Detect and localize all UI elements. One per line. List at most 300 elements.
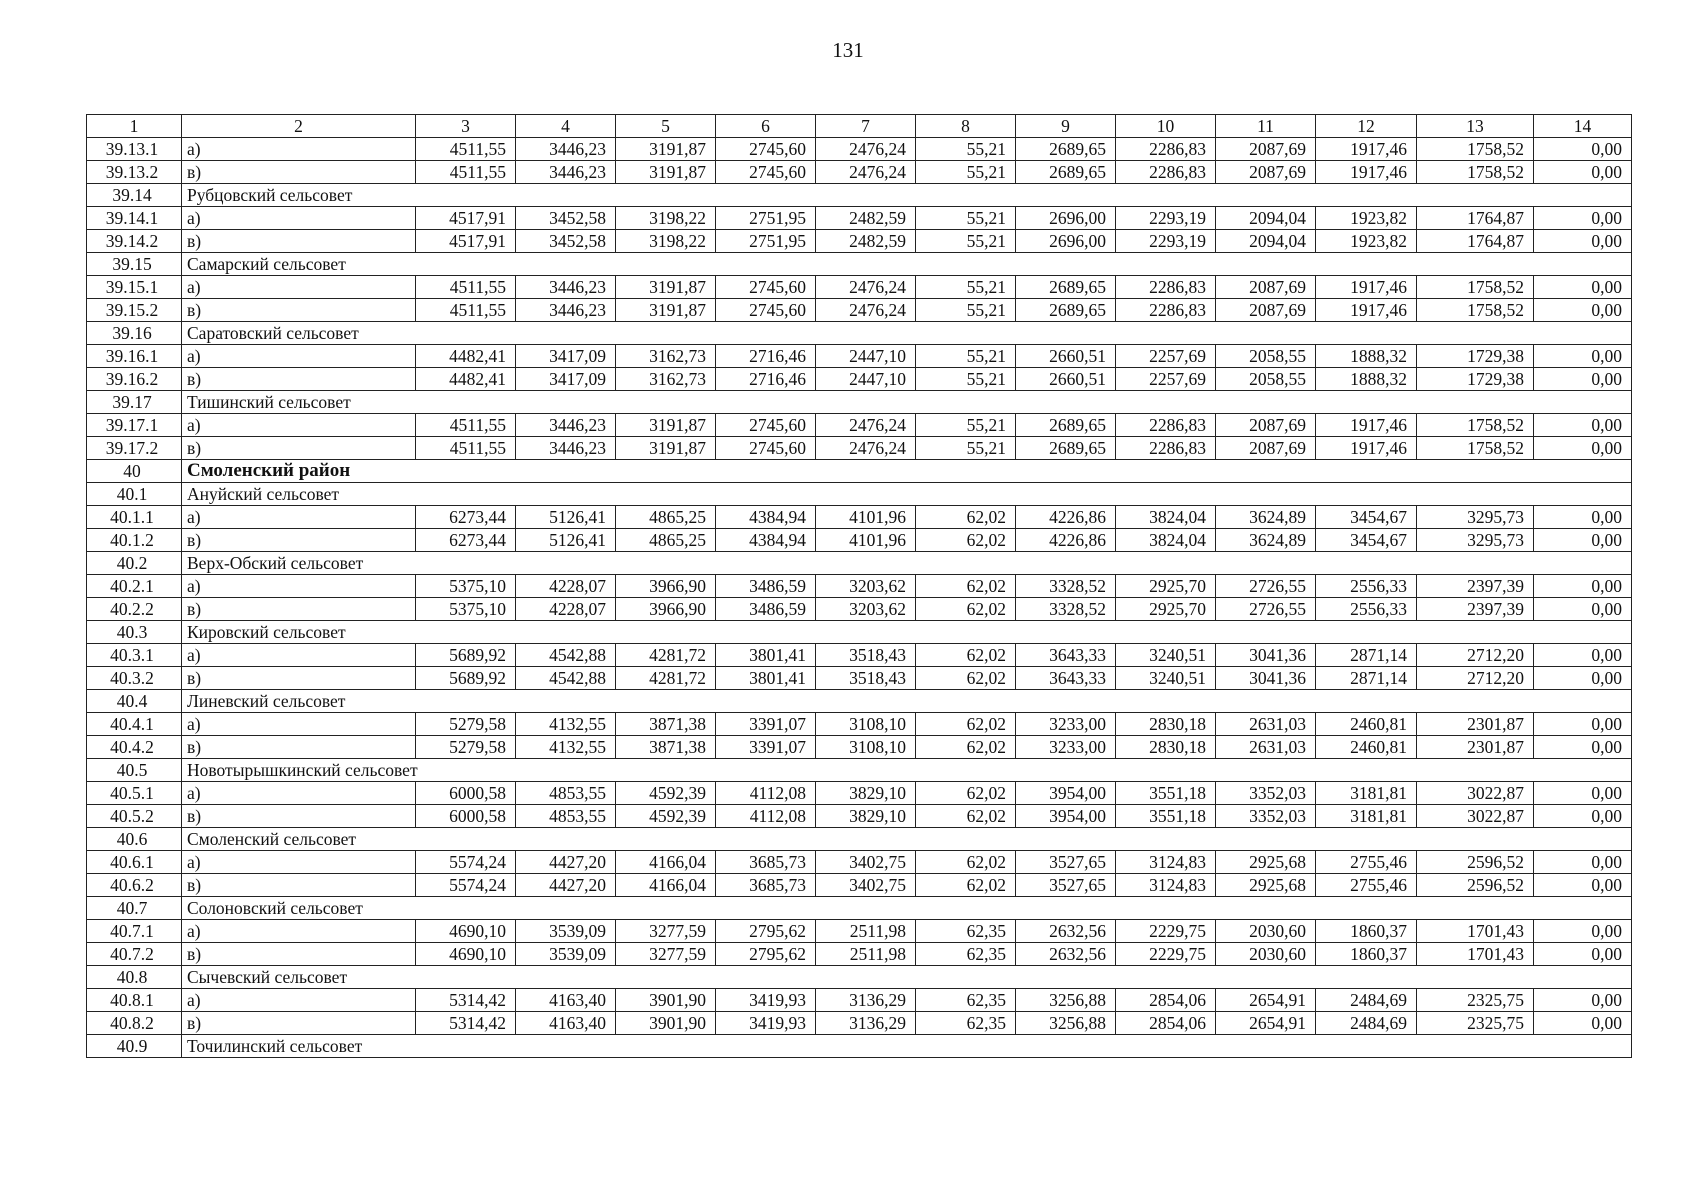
- table-row: [87, 207, 1632, 230]
- value-cell: 4517,91: [416, 230, 516, 253]
- value-cell: 1923,82: [1316, 230, 1417, 253]
- value-cell: 4226,86: [1016, 529, 1116, 552]
- value-cell: 5314,42: [416, 1012, 516, 1035]
- column-header: 2: [182, 115, 416, 138]
- value-cell: 5126,41: [516, 506, 616, 529]
- value-cell: 2087,69: [1216, 437, 1316, 460]
- value-cell: 3801,41: [716, 644, 816, 667]
- value-cell: 3124,83: [1116, 851, 1216, 874]
- value-cell: 62,35: [916, 989, 1016, 1012]
- value-cell: 1917,46: [1316, 414, 1417, 437]
- value-cell: 2696,00: [1016, 207, 1116, 230]
- value-cell: 2293,19: [1116, 230, 1216, 253]
- value-cell: 4592,39: [616, 782, 716, 805]
- section-row: [87, 552, 1632, 575]
- row-subitem-label: а): [182, 644, 416, 667]
- value-cell: 3191,87: [616, 414, 716, 437]
- row-code: 40.8.2: [87, 1012, 182, 1035]
- value-cell: 3446,23: [516, 299, 616, 322]
- value-cell: 2058,55: [1216, 345, 1316, 368]
- column-header: 5: [616, 115, 716, 138]
- row-code: 39.15.1: [87, 276, 182, 299]
- section-row: [87, 322, 1632, 345]
- row-code: 40.6: [87, 828, 182, 851]
- value-cell: 3108,10: [816, 713, 916, 736]
- row-code: 40.8: [87, 966, 182, 989]
- value-cell: 5375,10: [416, 575, 516, 598]
- value-cell: 0,00: [1534, 230, 1632, 253]
- value-cell: 2696,00: [1016, 230, 1116, 253]
- value-cell: 62,02: [916, 736, 1016, 759]
- section-row: [87, 1035, 1632, 1058]
- value-cell: 2631,03: [1216, 713, 1316, 736]
- value-cell: 2854,06: [1116, 989, 1216, 1012]
- section-row: [87, 897, 1632, 920]
- value-cell: 2286,83: [1116, 276, 1216, 299]
- value-cell: 3136,29: [816, 1012, 916, 1035]
- value-cell: 2087,69: [1216, 414, 1316, 437]
- table-row: [87, 667, 1632, 690]
- value-cell: 2751,95: [716, 230, 816, 253]
- value-cell: 3871,38: [616, 736, 716, 759]
- value-cell: 0,00: [1534, 805, 1632, 828]
- value-cell: 5689,92: [416, 644, 516, 667]
- value-cell: 4112,08: [716, 805, 816, 828]
- value-cell: 4228,07: [516, 598, 616, 621]
- value-cell: 0,00: [1534, 874, 1632, 897]
- value-cell: 3402,75: [816, 851, 916, 874]
- value-cell: 3452,58: [516, 207, 616, 230]
- column-header: 4: [516, 115, 616, 138]
- value-cell: 3191,87: [616, 276, 716, 299]
- page-number: 131: [832, 38, 864, 62]
- row-subitem-label: а): [182, 414, 416, 437]
- row-code: 40.7.1: [87, 920, 182, 943]
- value-cell: 2301,87: [1417, 736, 1534, 759]
- value-cell: 2476,24: [816, 276, 916, 299]
- value-cell: 5689,92: [416, 667, 516, 690]
- row-code: 39.14: [87, 184, 182, 207]
- value-cell: 2482,59: [816, 230, 916, 253]
- row-subitem-label: в): [182, 161, 416, 184]
- value-cell: 2030,60: [1216, 943, 1316, 966]
- value-cell: 1917,46: [1316, 299, 1417, 322]
- column-header: 14: [1534, 115, 1632, 138]
- value-cell: 2087,69: [1216, 276, 1316, 299]
- value-cell: 0,00: [1534, 989, 1632, 1012]
- value-cell: 0,00: [1534, 575, 1632, 598]
- value-cell: 1758,52: [1417, 437, 1534, 460]
- row-subitem-label: а): [182, 207, 416, 230]
- value-cell: 1917,46: [1316, 138, 1417, 161]
- value-cell: 62,02: [916, 713, 1016, 736]
- value-cell: 3829,10: [816, 782, 916, 805]
- value-cell: 3446,23: [516, 414, 616, 437]
- row-code: 39.13.2: [87, 161, 182, 184]
- value-cell: 2476,24: [816, 161, 916, 184]
- value-cell: 4166,04: [616, 874, 716, 897]
- row-subitem-label: а): [182, 989, 416, 1012]
- value-cell: 2596,52: [1417, 874, 1534, 897]
- value-cell: 2712,20: [1417, 667, 1534, 690]
- value-cell: 3328,52: [1016, 575, 1116, 598]
- table-row: [87, 920, 1632, 943]
- value-cell: 3191,87: [616, 161, 716, 184]
- value-cell: 4281,72: [616, 644, 716, 667]
- table-row: [87, 989, 1632, 1012]
- row-code: 40.2.1: [87, 575, 182, 598]
- column-header: 9: [1016, 115, 1116, 138]
- row-code: 40.5.1: [87, 782, 182, 805]
- row-code: 39.15.2: [87, 299, 182, 322]
- value-cell: 3527,65: [1016, 851, 1116, 874]
- value-cell: 2654,91: [1216, 989, 1316, 1012]
- value-cell: 1764,87: [1417, 230, 1534, 253]
- row-code: 39.13.1: [87, 138, 182, 161]
- value-cell: 3022,87: [1417, 782, 1534, 805]
- value-cell: 2286,83: [1116, 299, 1216, 322]
- value-cell: 3162,73: [616, 368, 716, 391]
- value-cell: 2660,51: [1016, 368, 1116, 391]
- column-header: 3: [416, 115, 516, 138]
- value-cell: 4511,55: [416, 299, 516, 322]
- column-header: 7: [816, 115, 916, 138]
- district-name: Смоленский район: [182, 460, 1632, 483]
- section-name: Солоновский сельсовет: [182, 897, 1632, 920]
- value-cell: 2745,60: [716, 161, 816, 184]
- row-code: 39.16: [87, 322, 182, 345]
- table-row: [87, 575, 1632, 598]
- table-row: [87, 943, 1632, 966]
- value-cell: 3203,62: [816, 598, 916, 621]
- section-name: Саратовский сельсовет: [182, 322, 1632, 345]
- section-name: Новотырышкинский сельсовет: [182, 759, 1632, 782]
- value-cell: 4132,55: [516, 736, 616, 759]
- value-cell: 4163,40: [516, 989, 616, 1012]
- value-cell: 2925,70: [1116, 598, 1216, 621]
- section-row: [87, 966, 1632, 989]
- value-cell: 3901,90: [616, 1012, 716, 1035]
- table-row: [87, 414, 1632, 437]
- value-cell: 0,00: [1534, 736, 1632, 759]
- value-cell: 2632,56: [1016, 943, 1116, 966]
- value-cell: 2293,19: [1116, 207, 1216, 230]
- row-subitem-label: а): [182, 575, 416, 598]
- value-cell: 2286,83: [1116, 161, 1216, 184]
- value-cell: 3624,89: [1216, 506, 1316, 529]
- value-cell: 2830,18: [1116, 736, 1216, 759]
- row-subitem-label: а): [182, 276, 416, 299]
- row-code: 40.1.2: [87, 529, 182, 552]
- value-cell: 4853,55: [516, 782, 616, 805]
- table-row: [87, 506, 1632, 529]
- value-cell: 3136,29: [816, 989, 916, 1012]
- value-cell: 62,02: [916, 874, 1016, 897]
- value-cell: 3198,22: [616, 207, 716, 230]
- value-cell: 1923,82: [1316, 207, 1417, 230]
- table-row: [87, 805, 1632, 828]
- row-subitem-label: в): [182, 667, 416, 690]
- value-cell: 3352,03: [1216, 782, 1316, 805]
- value-cell: 3901,90: [616, 989, 716, 1012]
- value-cell: 3486,59: [716, 598, 816, 621]
- value-cell: 4427,20: [516, 874, 616, 897]
- row-subitem-label: в): [182, 736, 416, 759]
- table-row: [87, 644, 1632, 667]
- value-cell: 4865,25: [616, 506, 716, 529]
- value-cell: 1701,43: [1417, 920, 1534, 943]
- value-cell: 2476,24: [816, 437, 916, 460]
- value-cell: 3454,67: [1316, 529, 1417, 552]
- value-cell: 0,00: [1534, 782, 1632, 805]
- value-cell: 4511,55: [416, 138, 516, 161]
- value-cell: 2484,69: [1316, 1012, 1417, 1035]
- row-subitem-label: в): [182, 943, 416, 966]
- row-code: 39.16.2: [87, 368, 182, 391]
- value-cell: 4865,25: [616, 529, 716, 552]
- section-name: Ануйский сельсовет: [182, 483, 1632, 506]
- value-cell: 3446,23: [516, 437, 616, 460]
- value-cell: 2476,24: [816, 414, 916, 437]
- value-cell: 3824,04: [1116, 506, 1216, 529]
- row-subitem-label: в): [182, 368, 416, 391]
- table-row: [87, 529, 1632, 552]
- value-cell: 3539,09: [516, 920, 616, 943]
- row-subitem-label: а): [182, 506, 416, 529]
- column-header: 13: [1417, 115, 1534, 138]
- row-subitem-label: а): [182, 851, 416, 874]
- value-cell: 3624,89: [1216, 529, 1316, 552]
- row-subitem-label: в): [182, 230, 416, 253]
- value-cell: 5279,58: [416, 736, 516, 759]
- value-cell: 2745,60: [716, 138, 816, 161]
- row-code: 40.3: [87, 621, 182, 644]
- value-cell: 4226,86: [1016, 506, 1116, 529]
- value-cell: 1729,38: [1417, 368, 1534, 391]
- value-cell: 2689,65: [1016, 161, 1116, 184]
- row-code: 39.14.1: [87, 207, 182, 230]
- value-cell: 3391,07: [716, 736, 816, 759]
- value-cell: 62,35: [916, 943, 1016, 966]
- value-cell: 3966,90: [616, 598, 716, 621]
- value-cell: 3022,87: [1417, 805, 1534, 828]
- value-cell: 3518,43: [816, 667, 916, 690]
- table-row: [87, 851, 1632, 874]
- value-cell: 4384,94: [716, 506, 816, 529]
- value-cell: 62,02: [916, 805, 1016, 828]
- value-cell: 6273,44: [416, 506, 516, 529]
- value-cell: 0,00: [1534, 529, 1632, 552]
- value-cell: 2830,18: [1116, 713, 1216, 736]
- value-cell: 2925,68: [1216, 874, 1316, 897]
- table-row: [87, 138, 1632, 161]
- value-cell: 1758,52: [1417, 161, 1534, 184]
- value-cell: 3108,10: [816, 736, 916, 759]
- value-cell: 3041,36: [1216, 667, 1316, 690]
- row-code: 40.7: [87, 897, 182, 920]
- value-cell: 4482,41: [416, 345, 516, 368]
- value-cell: 2745,60: [716, 437, 816, 460]
- value-cell: 3685,73: [716, 874, 816, 897]
- row-code: 39.17.1: [87, 414, 182, 437]
- value-cell: 5279,58: [416, 713, 516, 736]
- column-header: 11: [1216, 115, 1316, 138]
- value-cell: 2301,87: [1417, 713, 1534, 736]
- row-code: 40.4.2: [87, 736, 182, 759]
- value-cell: 3295,73: [1417, 529, 1534, 552]
- value-cell: 2286,83: [1116, 414, 1216, 437]
- value-cell: 3417,09: [516, 345, 616, 368]
- value-cell: 3446,23: [516, 161, 616, 184]
- value-cell: 4690,10: [416, 920, 516, 943]
- value-cell: 0,00: [1534, 506, 1632, 529]
- value-cell: 5574,24: [416, 851, 516, 874]
- section-name: Линевский сельсовет: [182, 690, 1632, 713]
- value-cell: 2556,33: [1316, 598, 1417, 621]
- value-cell: 2286,83: [1116, 437, 1216, 460]
- value-cell: 2229,75: [1116, 943, 1216, 966]
- value-cell: 4511,55: [416, 276, 516, 299]
- value-cell: 3452,58: [516, 230, 616, 253]
- value-cell: 55,21: [916, 299, 1016, 322]
- value-cell: 3277,59: [616, 943, 716, 966]
- value-cell: 2325,75: [1417, 989, 1534, 1012]
- value-cell: 3233,00: [1016, 713, 1116, 736]
- section-name: Кировский сельсовет: [182, 621, 1632, 644]
- value-cell: 62,02: [916, 598, 1016, 621]
- value-cell: 2755,46: [1316, 851, 1417, 874]
- value-cell: 2925,70: [1116, 575, 1216, 598]
- value-cell: 0,00: [1534, 644, 1632, 667]
- value-cell: 55,21: [916, 437, 1016, 460]
- value-cell: 2689,65: [1016, 414, 1116, 437]
- value-cell: 0,00: [1534, 345, 1632, 368]
- value-cell: 3824,04: [1116, 529, 1216, 552]
- value-cell: 1917,46: [1316, 161, 1417, 184]
- value-cell: 3124,83: [1116, 874, 1216, 897]
- value-cell: 1860,37: [1316, 943, 1417, 966]
- value-cell: 0,00: [1534, 138, 1632, 161]
- value-cell: 2689,65: [1016, 299, 1116, 322]
- value-cell: 2795,62: [716, 920, 816, 943]
- row-code: 40.2.2: [87, 598, 182, 621]
- value-cell: 4853,55: [516, 805, 616, 828]
- value-cell: 2447,10: [816, 368, 916, 391]
- value-cell: 5574,24: [416, 874, 516, 897]
- value-cell: 62,35: [916, 1012, 1016, 1035]
- value-cell: 3277,59: [616, 920, 716, 943]
- value-cell: 62,02: [916, 667, 1016, 690]
- value-cell: 3391,07: [716, 713, 816, 736]
- value-cell: 2257,69: [1116, 345, 1216, 368]
- column-header: 10: [1116, 115, 1216, 138]
- value-cell: 55,21: [916, 345, 1016, 368]
- value-cell: 2030,60: [1216, 920, 1316, 943]
- value-cell: 1701,43: [1417, 943, 1534, 966]
- value-cell: 4384,94: [716, 529, 816, 552]
- section-name: Смоленский сельсовет: [182, 828, 1632, 851]
- value-cell: 3240,51: [1116, 667, 1216, 690]
- section-row: [87, 184, 1632, 207]
- section-row: [87, 759, 1632, 782]
- value-cell: 1758,52: [1417, 414, 1534, 437]
- value-cell: 2511,98: [816, 943, 916, 966]
- table-row: [87, 368, 1632, 391]
- row-code: 40.4.1: [87, 713, 182, 736]
- value-cell: 4281,72: [616, 667, 716, 690]
- value-cell: 3352,03: [1216, 805, 1316, 828]
- value-cell: 3191,87: [616, 138, 716, 161]
- value-cell: 0,00: [1534, 713, 1632, 736]
- district-row: [87, 460, 1632, 483]
- value-cell: 55,21: [916, 207, 1016, 230]
- row-subitem-label: в): [182, 437, 416, 460]
- value-cell: 0,00: [1534, 368, 1632, 391]
- value-cell: 2871,14: [1316, 644, 1417, 667]
- value-cell: 3518,43: [816, 644, 916, 667]
- table-row: [87, 345, 1632, 368]
- column-header: 1: [87, 115, 182, 138]
- value-cell: 3417,09: [516, 368, 616, 391]
- column-header: 12: [1316, 115, 1417, 138]
- value-cell: 0,00: [1534, 943, 1632, 966]
- value-cell: 2556,33: [1316, 575, 1417, 598]
- section-row: [87, 391, 1632, 414]
- value-cell: 2712,20: [1417, 644, 1534, 667]
- value-cell: 0,00: [1534, 851, 1632, 874]
- table-row: [87, 437, 1632, 460]
- value-cell: 2631,03: [1216, 736, 1316, 759]
- value-cell: 3191,87: [616, 299, 716, 322]
- value-cell: 2094,04: [1216, 230, 1316, 253]
- row-subitem-label: а): [182, 138, 416, 161]
- value-cell: 2726,55: [1216, 598, 1316, 621]
- row-subitem-label: а): [182, 782, 416, 805]
- value-cell: 4511,55: [416, 161, 516, 184]
- row-code: 39.17: [87, 391, 182, 414]
- value-cell: 2925,68: [1216, 851, 1316, 874]
- section-name: Сычевский сельсовет: [182, 966, 1632, 989]
- row-code: 40.9: [87, 1035, 182, 1058]
- row-code: 40.1.1: [87, 506, 182, 529]
- column-header: 8: [916, 115, 1016, 138]
- value-cell: 2716,46: [716, 368, 816, 391]
- value-cell: 1917,46: [1316, 437, 1417, 460]
- value-cell: 3041,36: [1216, 644, 1316, 667]
- value-cell: 3643,33: [1016, 644, 1116, 667]
- value-cell: 2325,75: [1417, 1012, 1534, 1035]
- row-subitem-label: а): [182, 920, 416, 943]
- value-cell: 2689,65: [1016, 437, 1116, 460]
- table-row: [87, 1012, 1632, 1035]
- value-cell: 3256,88: [1016, 1012, 1116, 1035]
- value-cell: 6000,58: [416, 782, 516, 805]
- value-cell: 3551,18: [1116, 805, 1216, 828]
- value-cell: 3181,81: [1316, 805, 1417, 828]
- section-name: Самарский сельсовет: [182, 253, 1632, 276]
- section-name: Точилинский сельсовет: [182, 1035, 1632, 1058]
- value-cell: 4101,96: [816, 529, 916, 552]
- value-cell: 2751,95: [716, 207, 816, 230]
- value-cell: 62,02: [916, 575, 1016, 598]
- value-cell: 3954,00: [1016, 782, 1116, 805]
- value-cell: 2755,46: [1316, 874, 1417, 897]
- row-code: 39.16.1: [87, 345, 182, 368]
- value-cell: 2476,24: [816, 138, 916, 161]
- value-cell: 3685,73: [716, 851, 816, 874]
- section-row: [87, 621, 1632, 644]
- table-row: [87, 161, 1632, 184]
